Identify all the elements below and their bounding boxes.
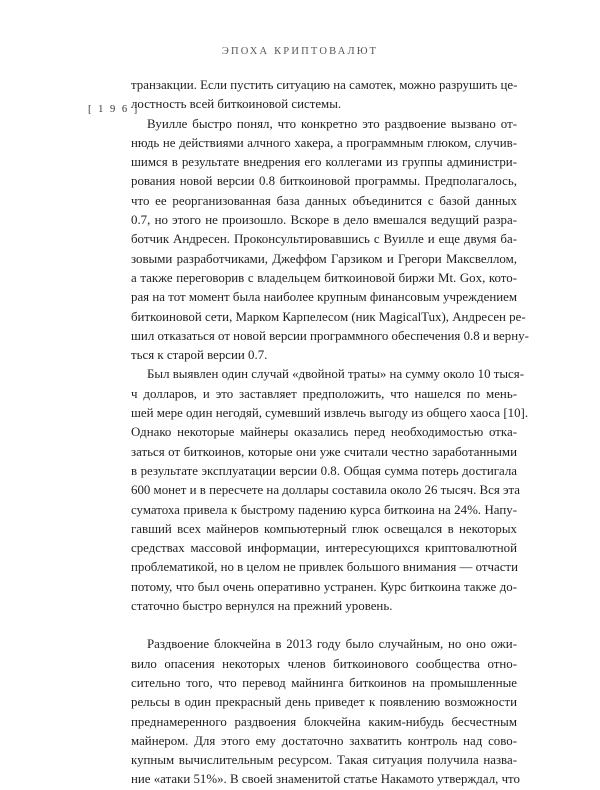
text-line: преднамеренного раздвоения блокчейна каким-нибудь бесчестным <box>131 714 517 729</box>
text-line: а также переговорив с владельцем биткоиновой биржи Mt. Gox, кото- <box>131 270 517 285</box>
text-line: ться к старой версии 0.7. <box>131 348 268 363</box>
text-line: вило опасения некоторых членов биткоинового сообщества отно- <box>131 656 517 671</box>
text-line: рельсы в один прекрасный день приведет к появлению возможности <box>131 695 517 710</box>
text-line: лостность всей биткоиновой системы. <box>131 97 342 112</box>
text-line: нюдь не действиями алчного хакера, а программным глюком, случив- <box>131 135 517 150</box>
text-line: рования новой версии 0.8 биткоиновой программы. Предполагалось, <box>131 174 517 189</box>
text-line: заться от биткоинов, которые они уже считали честно заработанными <box>131 444 517 459</box>
text-line: Был выявлен один случай «двойной траты» на сумму около 10 тыся- <box>147 367 524 382</box>
text-line: 0.7, но этого не произошло. Вскоре в дело вмешался ведущий разра- <box>131 213 517 228</box>
text-line: купным вычислительным ресурсом. Такая ситуация получила назва- <box>131 753 517 768</box>
section-break <box>131 616 517 635</box>
text-line: шей мере один негодяй, сумевший извлечь выгоду из общего хаоса [10]. <box>131 406 529 421</box>
text-line: ч долларов, и это заставляет предположить, что нашелся по мень- <box>131 386 517 401</box>
text-line: в результате эксплуатации версии 0.8. Общая сумма потерь достигала <box>131 463 517 478</box>
text-line: шимся в результате внедрения его коллегами из группы администри- <box>131 155 517 170</box>
page-number: [ 1 9 6 ] <box>88 104 140 115</box>
text-line: Раздвоение блокчейна в 2013 году было случайным, но оно ожи- <box>147 637 517 652</box>
text-line: проблематикой, но в целом не привлек большого внимания — отчасти <box>131 560 518 575</box>
text-line: Вуилле быстро понял, что конкретно это раздвоение вызвано от- <box>147 116 517 131</box>
running-head: ЭПОХА КРИПТОВАЛЮТ <box>221 46 379 57</box>
text-line: средствах массовой информации, интересующихся криптовалютной <box>131 541 517 556</box>
text-line: гавший всех майнеров компьютерный глюк освещался в некоторых <box>131 521 517 536</box>
text-line: сительно того, что перевод майнинга биткоинов на промышленные <box>131 675 517 690</box>
text-line: суматоха привела к быстрому падению курса биткоина на 24%. Напу- <box>131 502 517 517</box>
text-line: ние «атаки 51%». В своей знаменитой статье Накамото утверждал, что <box>131 772 520 787</box>
text-line: транзакции. Если пустить ситуацию на самотек, можно разрушить це- <box>131 78 518 92</box>
text-line: биткоиновой сети, Марком Карпелесом (ник MagicalTux), Андресен ре- <box>131 309 526 324</box>
text-line: майнером. Для этого ему достаточно захватить контроль над сово- <box>131 733 517 748</box>
text-line: статочно быстро вернулся на прежний уровень. <box>131 599 393 614</box>
text-line: ботчик Андресен. Проконсультировавшись с Вуилле и еще двумя ба- <box>131 232 517 247</box>
body-text <box>131 76 529 790</box>
text-line: зовыми разработчиками, Джеффом Гарзиком и Грегори Максвеллом, <box>131 251 517 266</box>
text-line: потому, что был очень оперативно устранен. Курс биткоина также до- <box>131 579 517 594</box>
text-line: Однако некоторые майнеры оказались перед необходимостью отка- <box>131 425 517 440</box>
text-line: 600 монет и в пересчете на доллары составила около 26 тысяч. Вся эта <box>131 483 521 498</box>
text-line: что ее реорганизованная база данных объединится с базой данных <box>131 193 517 208</box>
text-line: шил отказаться от новой версии программного обеспечения 0.8 и верну- <box>131 328 529 343</box>
text-line: рая на тот момент была наиболее крупным финансовым учреждением <box>131 290 517 305</box>
